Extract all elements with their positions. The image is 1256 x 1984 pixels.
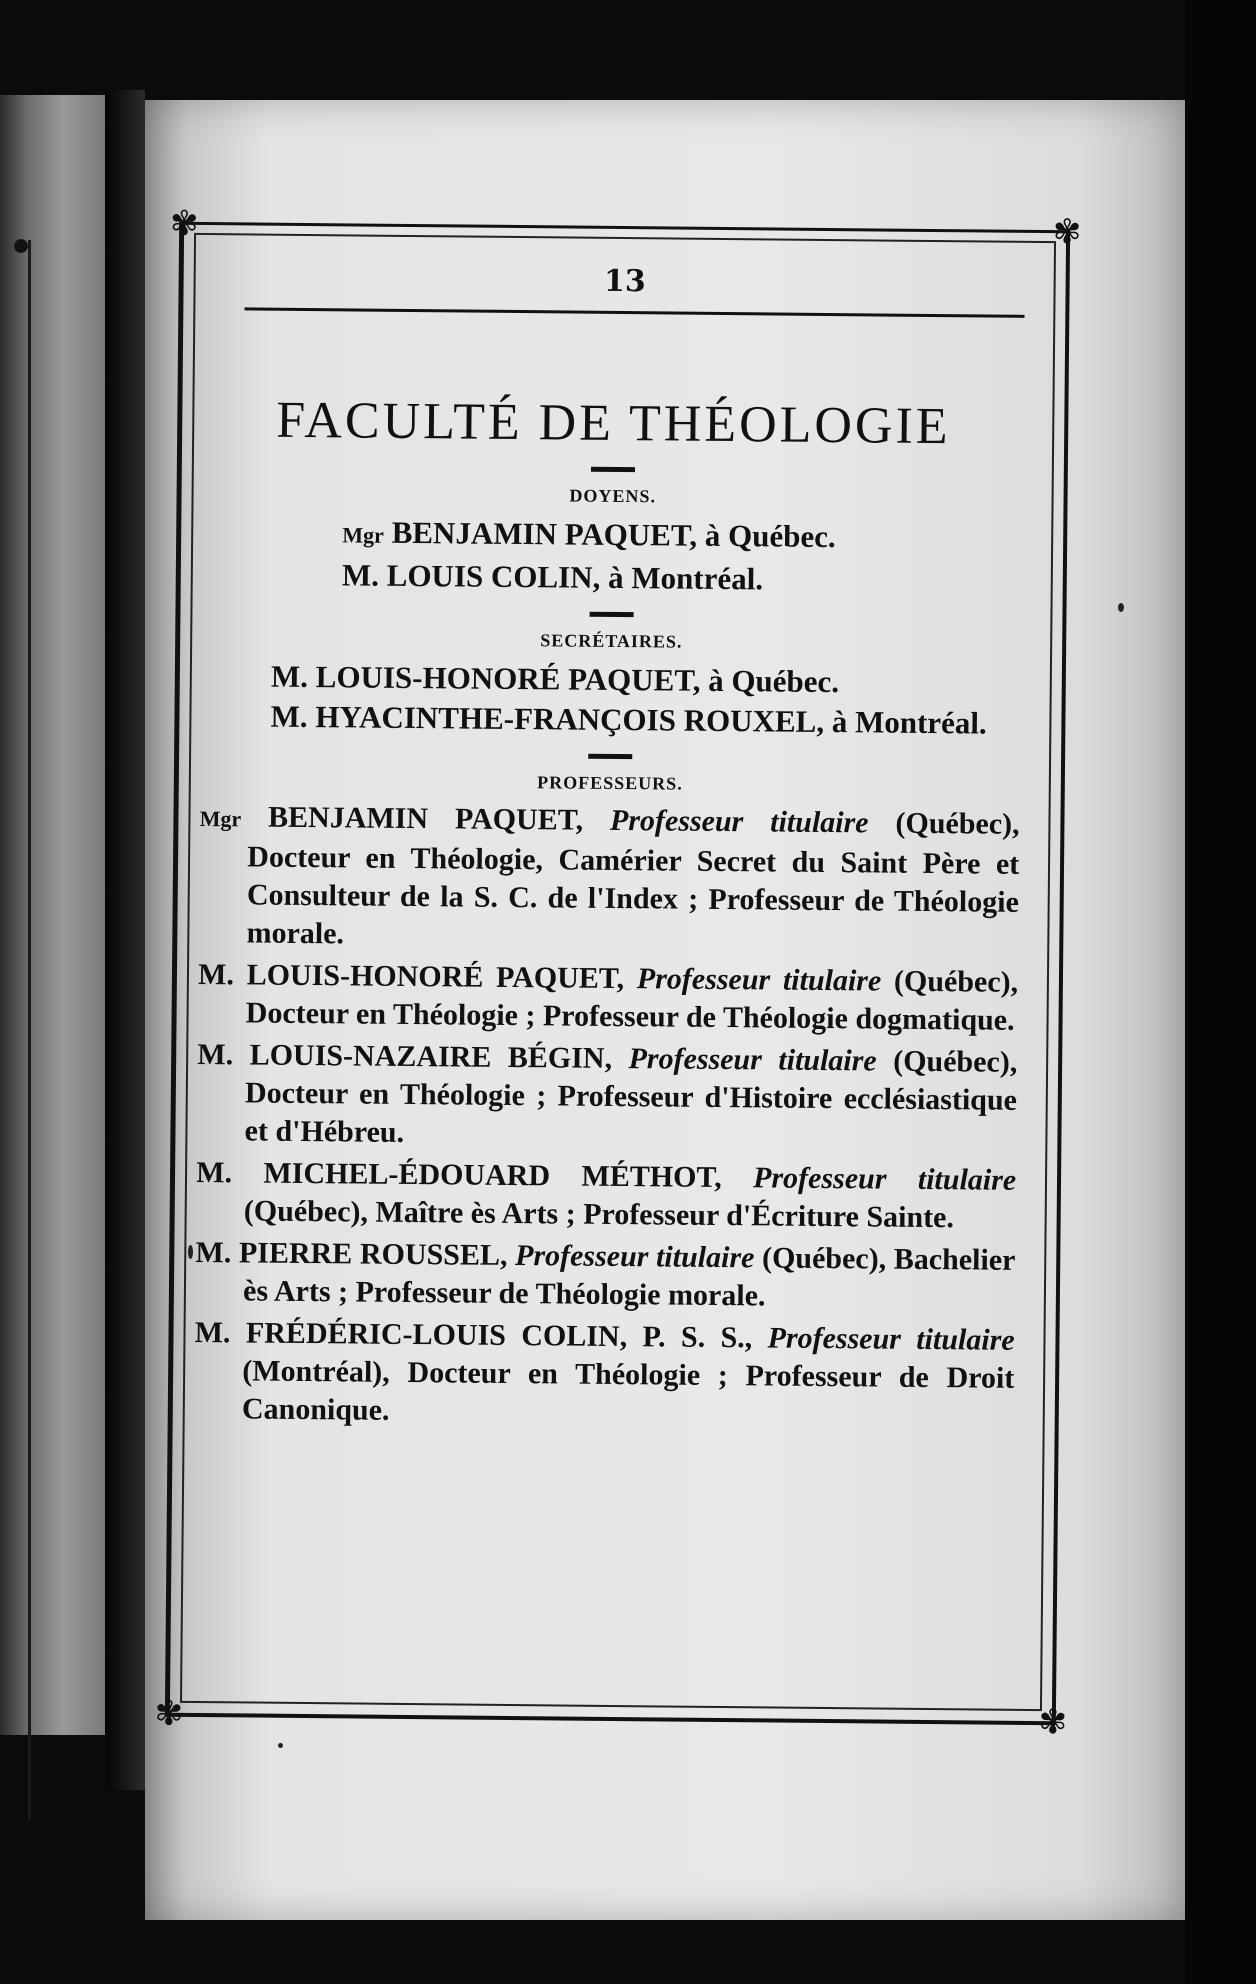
- ink-speck: [1118, 603, 1124, 612]
- doyens-heading: DOYENS.: [569, 485, 657, 507]
- secretaire-name: HYACINTHE-FRANÇOIS ROUXEL, à Montréal.: [307, 699, 987, 741]
- section-divider: [590, 612, 634, 617]
- section-divider: [588, 754, 632, 759]
- honorific: M.: [270, 698, 308, 735]
- professor-name: BENJAMIN PAQUET,: [241, 800, 611, 837]
- adjacent-page-edge: [0, 95, 105, 1735]
- professor-detail: (Québec), Bachelier ès Arts ; Professeur de Théologie morale.: [242, 1241, 1016, 1313]
- professor-name: PIERRE ROUSSEL,: [231, 1236, 516, 1273]
- professor-role: Professeur titulaire: [514, 1239, 755, 1275]
- list-item: [196, 1036, 1017, 1158]
- adjacent-page-border: [20, 240, 31, 1820]
- professeurs-heading: PROFESSEURS.: [537, 772, 683, 794]
- honorific: M.: [197, 957, 235, 992]
- professor-name: LOUIS-HONORÉ PAQUET,: [233, 958, 638, 996]
- professor-detail: (Québec), Docteur en Théologie ; Professeur de Théologie dogmatique.: [245, 964, 1019, 1037]
- secretaires-heading: SECRÉTAIRES.: [540, 630, 683, 652]
- page-content: [194, 260, 1025, 1440]
- fleuron-icon: ✾: [1052, 212, 1082, 253]
- page-number: 13: [603, 263, 646, 300]
- doyen-line: [202, 554, 1022, 602]
- professor-role: Professeur titulaire: [628, 1042, 877, 1078]
- page-title: FACULTÉ DE THÉOLOGIE: [276, 391, 951, 456]
- right-dark-margin: [1185, 0, 1256, 1984]
- list-item: [195, 1234, 1016, 1318]
- professor-detail: (Québec), Maître ès Arts ; Professeur d'Écriture Sainte.: [243, 1194, 955, 1235]
- fleuron-icon: ✾: [1038, 1702, 1068, 1743]
- section-divider: [591, 467, 635, 472]
- secretaire-line: [200, 696, 1020, 744]
- secretaires-section: [200, 627, 1021, 744]
- honorific: M.: [194, 1315, 231, 1350]
- ink-speck: [278, 1743, 283, 1748]
- professor-detail: (Québec), Docteur en Théologie ; Professeur d'Histoire ecclésiastique et d'Hébreu.: [244, 1044, 1018, 1149]
- doyens-section: [202, 482, 1023, 602]
- honorific: M.: [195, 1235, 232, 1270]
- honorific: M.: [196, 1155, 233, 1190]
- professor-role: Professeur titulaire: [767, 1321, 1015, 1357]
- professor-role: Professeur titulaire: [636, 962, 882, 998]
- professor-detail: (Montréal), Docteur en Théologie ; Professeur de Droit Canonique.: [241, 1354, 1015, 1427]
- professor-detail: (Québec), Docteur en Théologie, Camérier Secret du Saint Père et Consulteur de la S. C. de l'Index ; Professeur de Théologie morale.: [246, 806, 1020, 951]
- professeurs-section: [194, 769, 1020, 1436]
- fleuron-icon: ✾: [154, 1693, 184, 1734]
- professor-role: Professeur titulaire: [609, 803, 869, 840]
- honorific: M.: [341, 557, 380, 593]
- adjacent-ornament-icon: [8, 233, 34, 259]
- professeurs-list: [194, 798, 1020, 1436]
- list-item: [198, 956, 1019, 1040]
- list-item: [194, 1314, 1015, 1436]
- professor-name: LOUIS-NAZAIRE BÉGIN,: [233, 1038, 629, 1076]
- doyen-name: BENJAMIN PAQUET, à Québec.: [383, 514, 836, 555]
- fleuron-icon: ✾: [169, 203, 199, 244]
- header-rule: [245, 307, 1025, 317]
- honorific: M.: [197, 1037, 234, 1072]
- professor-name: FRÉDÉRIC-LOUIS COLIN, P. S. S.,: [230, 1316, 768, 1355]
- list-item: [198, 798, 1019, 960]
- list-item: [196, 1154, 1017, 1238]
- professor-role: Professeur titulaire: [752, 1161, 1017, 1197]
- honorific: M.: [270, 658, 309, 695]
- book-spine-gutter: [105, 90, 145, 1790]
- doyen-name: LOUIS COLIN, à Montréal.: [378, 557, 764, 597]
- honorific: Mgr: [342, 522, 385, 548]
- professor-name: MICHEL-ÉDOUARD MÉTHOT,: [231, 1156, 754, 1195]
- secretaire-name: LOUIS-HONORÉ PAQUET, à Québec.: [307, 659, 840, 700]
- honorific: Mgr: [199, 805, 242, 832]
